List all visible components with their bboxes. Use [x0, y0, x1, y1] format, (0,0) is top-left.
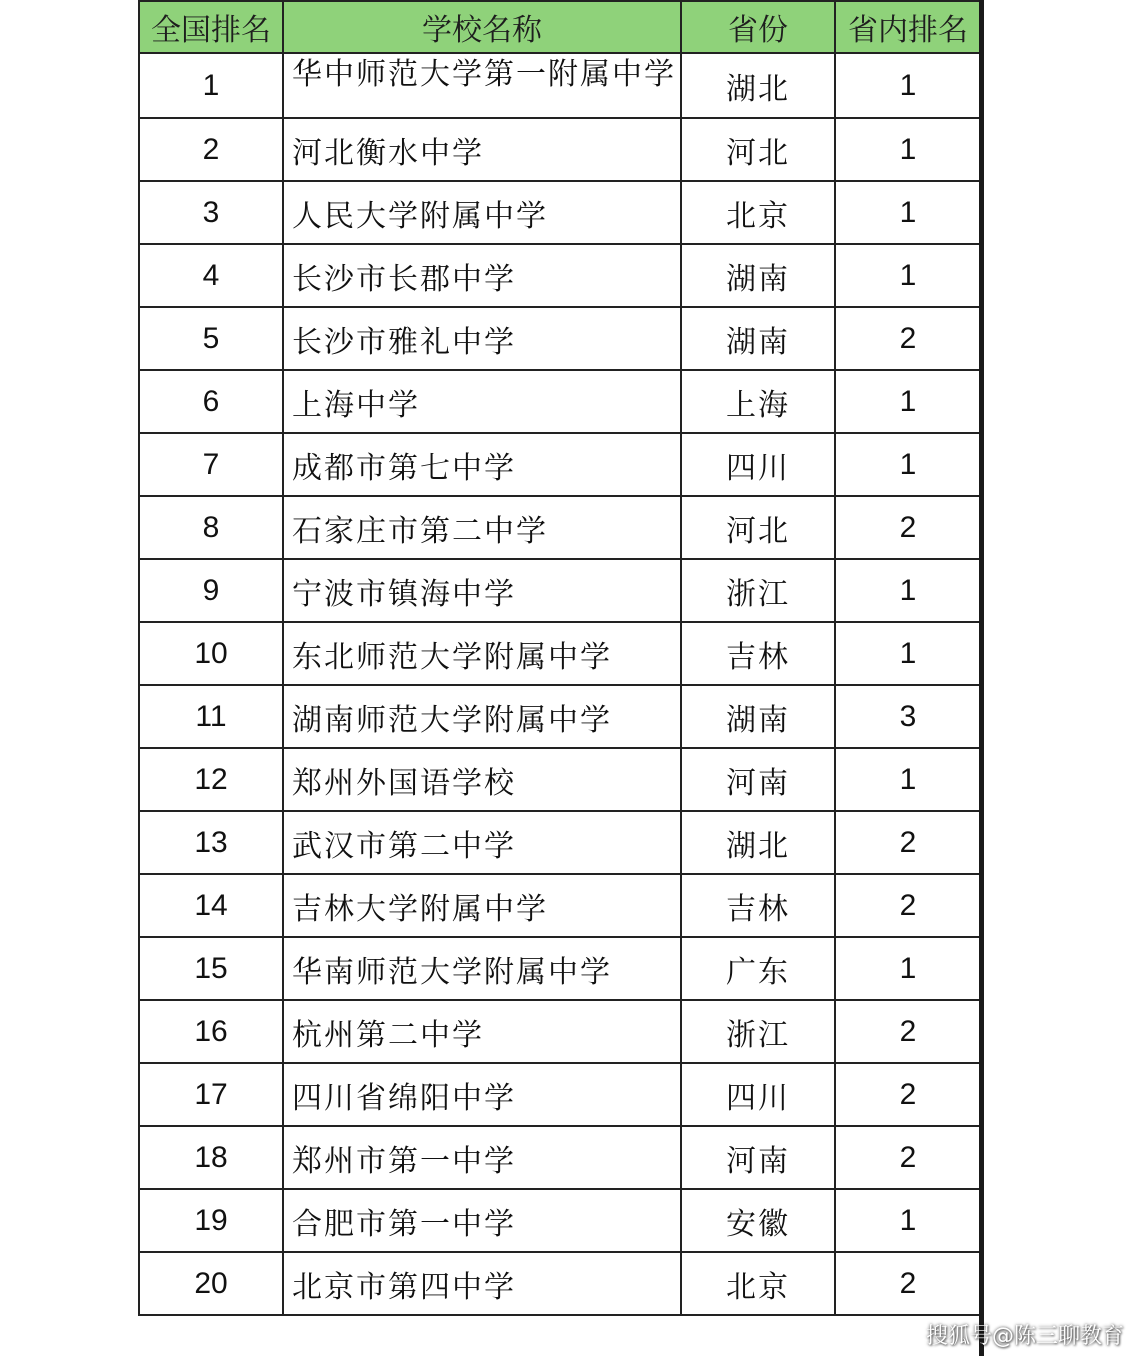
school-name-cell: 石家庄市第二中学: [283, 496, 681, 559]
school-name-cell: 郑州市第一中学: [283, 1126, 681, 1189]
province-rank-cell: 1: [835, 559, 981, 622]
province-cell: 河北: [681, 496, 835, 559]
school-name-cell: 人民大学附属中学: [283, 181, 681, 244]
ranking-table: [138, 0, 982, 1316]
national-rank-cell: 11: [139, 685, 283, 748]
table-row: [139, 244, 981, 307]
province-cell: 湖南: [681, 685, 835, 748]
province-rank-cell: 2: [835, 1126, 981, 1189]
table-row: [139, 1063, 981, 1126]
province-cell: 吉林: [681, 622, 835, 685]
province-rank-cell: 1: [835, 622, 981, 685]
province-rank-cell: 1: [835, 244, 981, 307]
province-rank-cell: 1: [835, 937, 981, 1000]
table-right-border: [979, 0, 984, 1356]
school-name-cell: 长沙市长郡中学: [283, 244, 681, 307]
national-rank-cell: 10: [139, 622, 283, 685]
school-name-cell: 四川省绵阳中学: [283, 1063, 681, 1126]
national-rank-cell: 2: [139, 118, 283, 181]
header-province-rank: 省内排名: [835, 1, 981, 53]
province-cell: 湖南: [681, 244, 835, 307]
school-name-cell: 宁波市镇海中学: [283, 559, 681, 622]
province-cell: 吉林: [681, 874, 835, 937]
table-row: [139, 937, 981, 1000]
province-cell: 四川: [681, 433, 835, 496]
school-name-cell: 东北师范大学附属中学: [283, 622, 681, 685]
school-name-cell: [283, 53, 681, 118]
province-rank-cell: 3: [835, 685, 981, 748]
province-cell: 浙江: [681, 559, 835, 622]
province-rank-cell: 2: [835, 1252, 981, 1315]
school-name-cell: 上海中学: [283, 370, 681, 433]
national-rank-cell: 17: [139, 1063, 283, 1126]
table-row: [139, 685, 981, 748]
school-name-cell: 湖南师范大学附属中学: [283, 685, 681, 748]
table-row: [139, 748, 981, 811]
province-rank-cell: 2: [835, 811, 981, 874]
province-rank-cell: 2: [835, 874, 981, 937]
table-body: [139, 53, 981, 1315]
table-row: [139, 874, 981, 937]
national-rank-cell: 9: [139, 559, 283, 622]
table-row: [139, 370, 981, 433]
province-rank-cell: 1: [835, 1189, 981, 1252]
school-name-cell: 河北衡水中学: [283, 118, 681, 181]
province-rank-cell: 2: [835, 307, 981, 370]
school-name-cell: 华南师范大学附属中学: [283, 937, 681, 1000]
national-rank-cell: 19: [139, 1189, 283, 1252]
national-rank-cell: 1: [139, 53, 283, 118]
table-row: [139, 181, 981, 244]
province-rank-cell: 2: [835, 1063, 981, 1126]
watermark: 搜狐号@陈三聊教育: [925, 1324, 1124, 1349]
province-cell: 安徽: [681, 1189, 835, 1252]
national-rank-cell: 7: [139, 433, 283, 496]
header-school-name: 学校名称: [283, 1, 681, 53]
table-row: [139, 622, 981, 685]
province-cell: 广东: [681, 937, 835, 1000]
school-name-text: 华中师范大学第一附属中学: [292, 57, 676, 92]
school-name-cell: 杭州第二中学: [283, 1000, 681, 1063]
province-rank-cell: 1: [835, 748, 981, 811]
national-rank-cell: 6: [139, 370, 283, 433]
province-rank-cell: 2: [835, 496, 981, 559]
province-rank-cell: 1: [835, 433, 981, 496]
school-name-cell: 郑州外国语学校: [283, 748, 681, 811]
table-row: [139, 496, 981, 559]
table-row: [139, 559, 981, 622]
table-row: [139, 1252, 981, 1315]
national-rank-cell: 3: [139, 181, 283, 244]
school-name-cell: 合肥市第一中学: [283, 1189, 681, 1252]
table-row: [139, 53, 981, 118]
header-row: [139, 1, 981, 53]
province-cell: 浙江: [681, 1000, 835, 1063]
province-cell: 河南: [681, 1126, 835, 1189]
school-name-cell: 长沙市雅礼中学: [283, 307, 681, 370]
table-row: [139, 811, 981, 874]
province-rank-cell: 1: [835, 118, 981, 181]
province-cell: 湖南: [681, 307, 835, 370]
school-name-cell: 武汉市第二中学: [283, 811, 681, 874]
national-rank-cell: 20: [139, 1252, 283, 1315]
school-name-cell: 吉林大学附属中学: [283, 874, 681, 937]
table-row: [139, 118, 981, 181]
header-national-rank: 全国排名: [139, 1, 283, 53]
province-cell: 湖北: [681, 53, 835, 118]
province-cell: 北京: [681, 181, 835, 244]
table-row: [139, 1000, 981, 1063]
table-row: [139, 307, 981, 370]
national-rank-cell: 14: [139, 874, 283, 937]
province-cell: 河南: [681, 748, 835, 811]
province-rank-cell: 1: [835, 181, 981, 244]
national-rank-cell: 12: [139, 748, 283, 811]
province-cell: 上海: [681, 370, 835, 433]
national-rank-cell: 18: [139, 1126, 283, 1189]
school-name-cell: 北京市第四中学: [283, 1252, 681, 1315]
header-province: 省份: [681, 1, 835, 53]
province-cell: 湖北: [681, 811, 835, 874]
national-rank-cell: 16: [139, 1000, 283, 1063]
national-rank-cell: 13: [139, 811, 283, 874]
school-name-cell: 成都市第七中学: [283, 433, 681, 496]
province-rank-cell: 2: [835, 1000, 981, 1063]
national-rank-cell: 8: [139, 496, 283, 559]
table-row: [139, 1189, 981, 1252]
province-rank-cell: 1: [835, 53, 981, 118]
national-rank-cell: 4: [139, 244, 283, 307]
province-rank-cell: 1: [835, 370, 981, 433]
province-cell: 四川: [681, 1063, 835, 1126]
table-row: [139, 433, 981, 496]
table-row: [139, 1126, 981, 1189]
province-cell: 北京: [681, 1252, 835, 1315]
national-rank-cell: 15: [139, 937, 283, 1000]
province-cell: 河北: [681, 118, 835, 181]
national-rank-cell: 5: [139, 307, 283, 370]
